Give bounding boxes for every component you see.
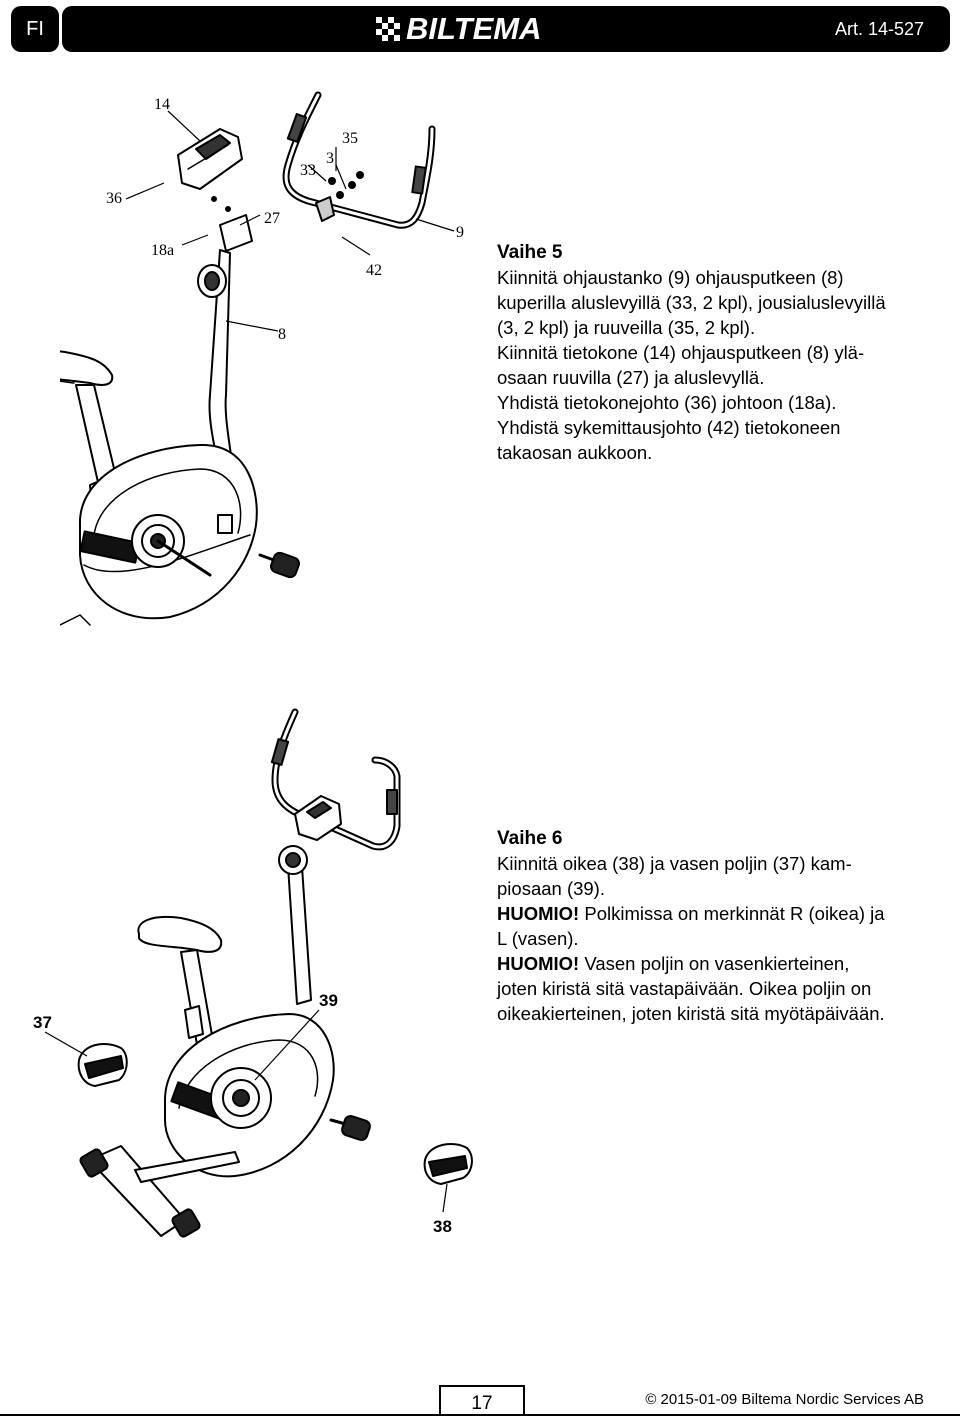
step5-line: Kiinnitä tietokone (14) ohjausputkeen (8) ylä- [497,342,865,363]
step5-line: takaosan aukkoon. [497,442,653,463]
callout-35: 35 [342,130,358,147]
step5-line: kuperilla aluslevyillä (33, 2 kpl), jousialuslevyillä [497,292,886,313]
step6-note [497,951,947,976]
note-text: Vasen poljin on vasenkierteinen, [579,953,850,974]
note-label: HUOMIO! [497,953,580,974]
step6-line: piosaan (39). [497,878,605,899]
step6-title: Vaihe 6 [497,828,563,849]
step5-line: osaan ruuvilla (27) ja aluslevyllä. [497,367,765,388]
page-footer [0,1385,960,1414]
step6-line: L (vasen). [497,928,579,949]
brand-name: BILTEMA [406,11,542,46]
callout-9: 9 [456,224,464,241]
callout-37: 37 [33,1013,52,1032]
step5-line: Yhdistä sykemittausjohto (42) tietokoneen [497,417,841,438]
step5-line: (3, 2 kpl) ja ruuveilla (35, 2 kpl). [497,317,756,338]
step6-instructions [497,826,947,1026]
copyright-notice: © 2015-01-09 Biltema Nordic Services AB [645,1391,924,1408]
step6-line: oikeakierteinen, joten kiristä sitä myötäpäivään. [497,1003,885,1024]
callout-18a: 18a [151,242,175,259]
checkered-flag-icon [376,17,400,41]
callout-8: 8 [278,326,286,343]
callout-36: 36 [106,190,122,207]
callout-39: 39 [319,991,338,1010]
brand-logo [376,6,541,52]
page-header [0,0,960,60]
callout-3: 3 [326,150,334,167]
step5-line: Kiinnitä ohjaustanko (9) ohjausputkeen (8) [497,267,844,288]
note-text: Polkimissa on merkinnät R (oikea) ja [579,903,885,924]
article-number: Art. 14-527 [834,18,924,39]
step5-title: Vaihe 5 [497,242,563,263]
page-number: 17 [439,1385,525,1415]
step5-instructions [497,240,947,465]
step6-line: joten kiristä sitä vastapäivään. Oikea poljin on [497,978,872,999]
callout-33: 33 [300,162,316,179]
callout-38: 38 [433,1217,452,1236]
step5-line: Yhdistä tietokonejohto (36) johtoon (18a). [497,392,837,413]
step6-assembly-figure [25,700,495,1250]
step6-note [497,901,947,926]
language-badge: FI [11,6,59,52]
callout-42: 42 [366,262,382,279]
callout-27: 27 [264,210,280,227]
note-label: HUOMIO! [497,903,580,924]
step6-line: Kiinnitä oikea (38) ja vasen poljin (37) kam- [497,853,852,874]
step5-assembly-figure [60,85,480,630]
callout-14: 14 [154,96,170,113]
